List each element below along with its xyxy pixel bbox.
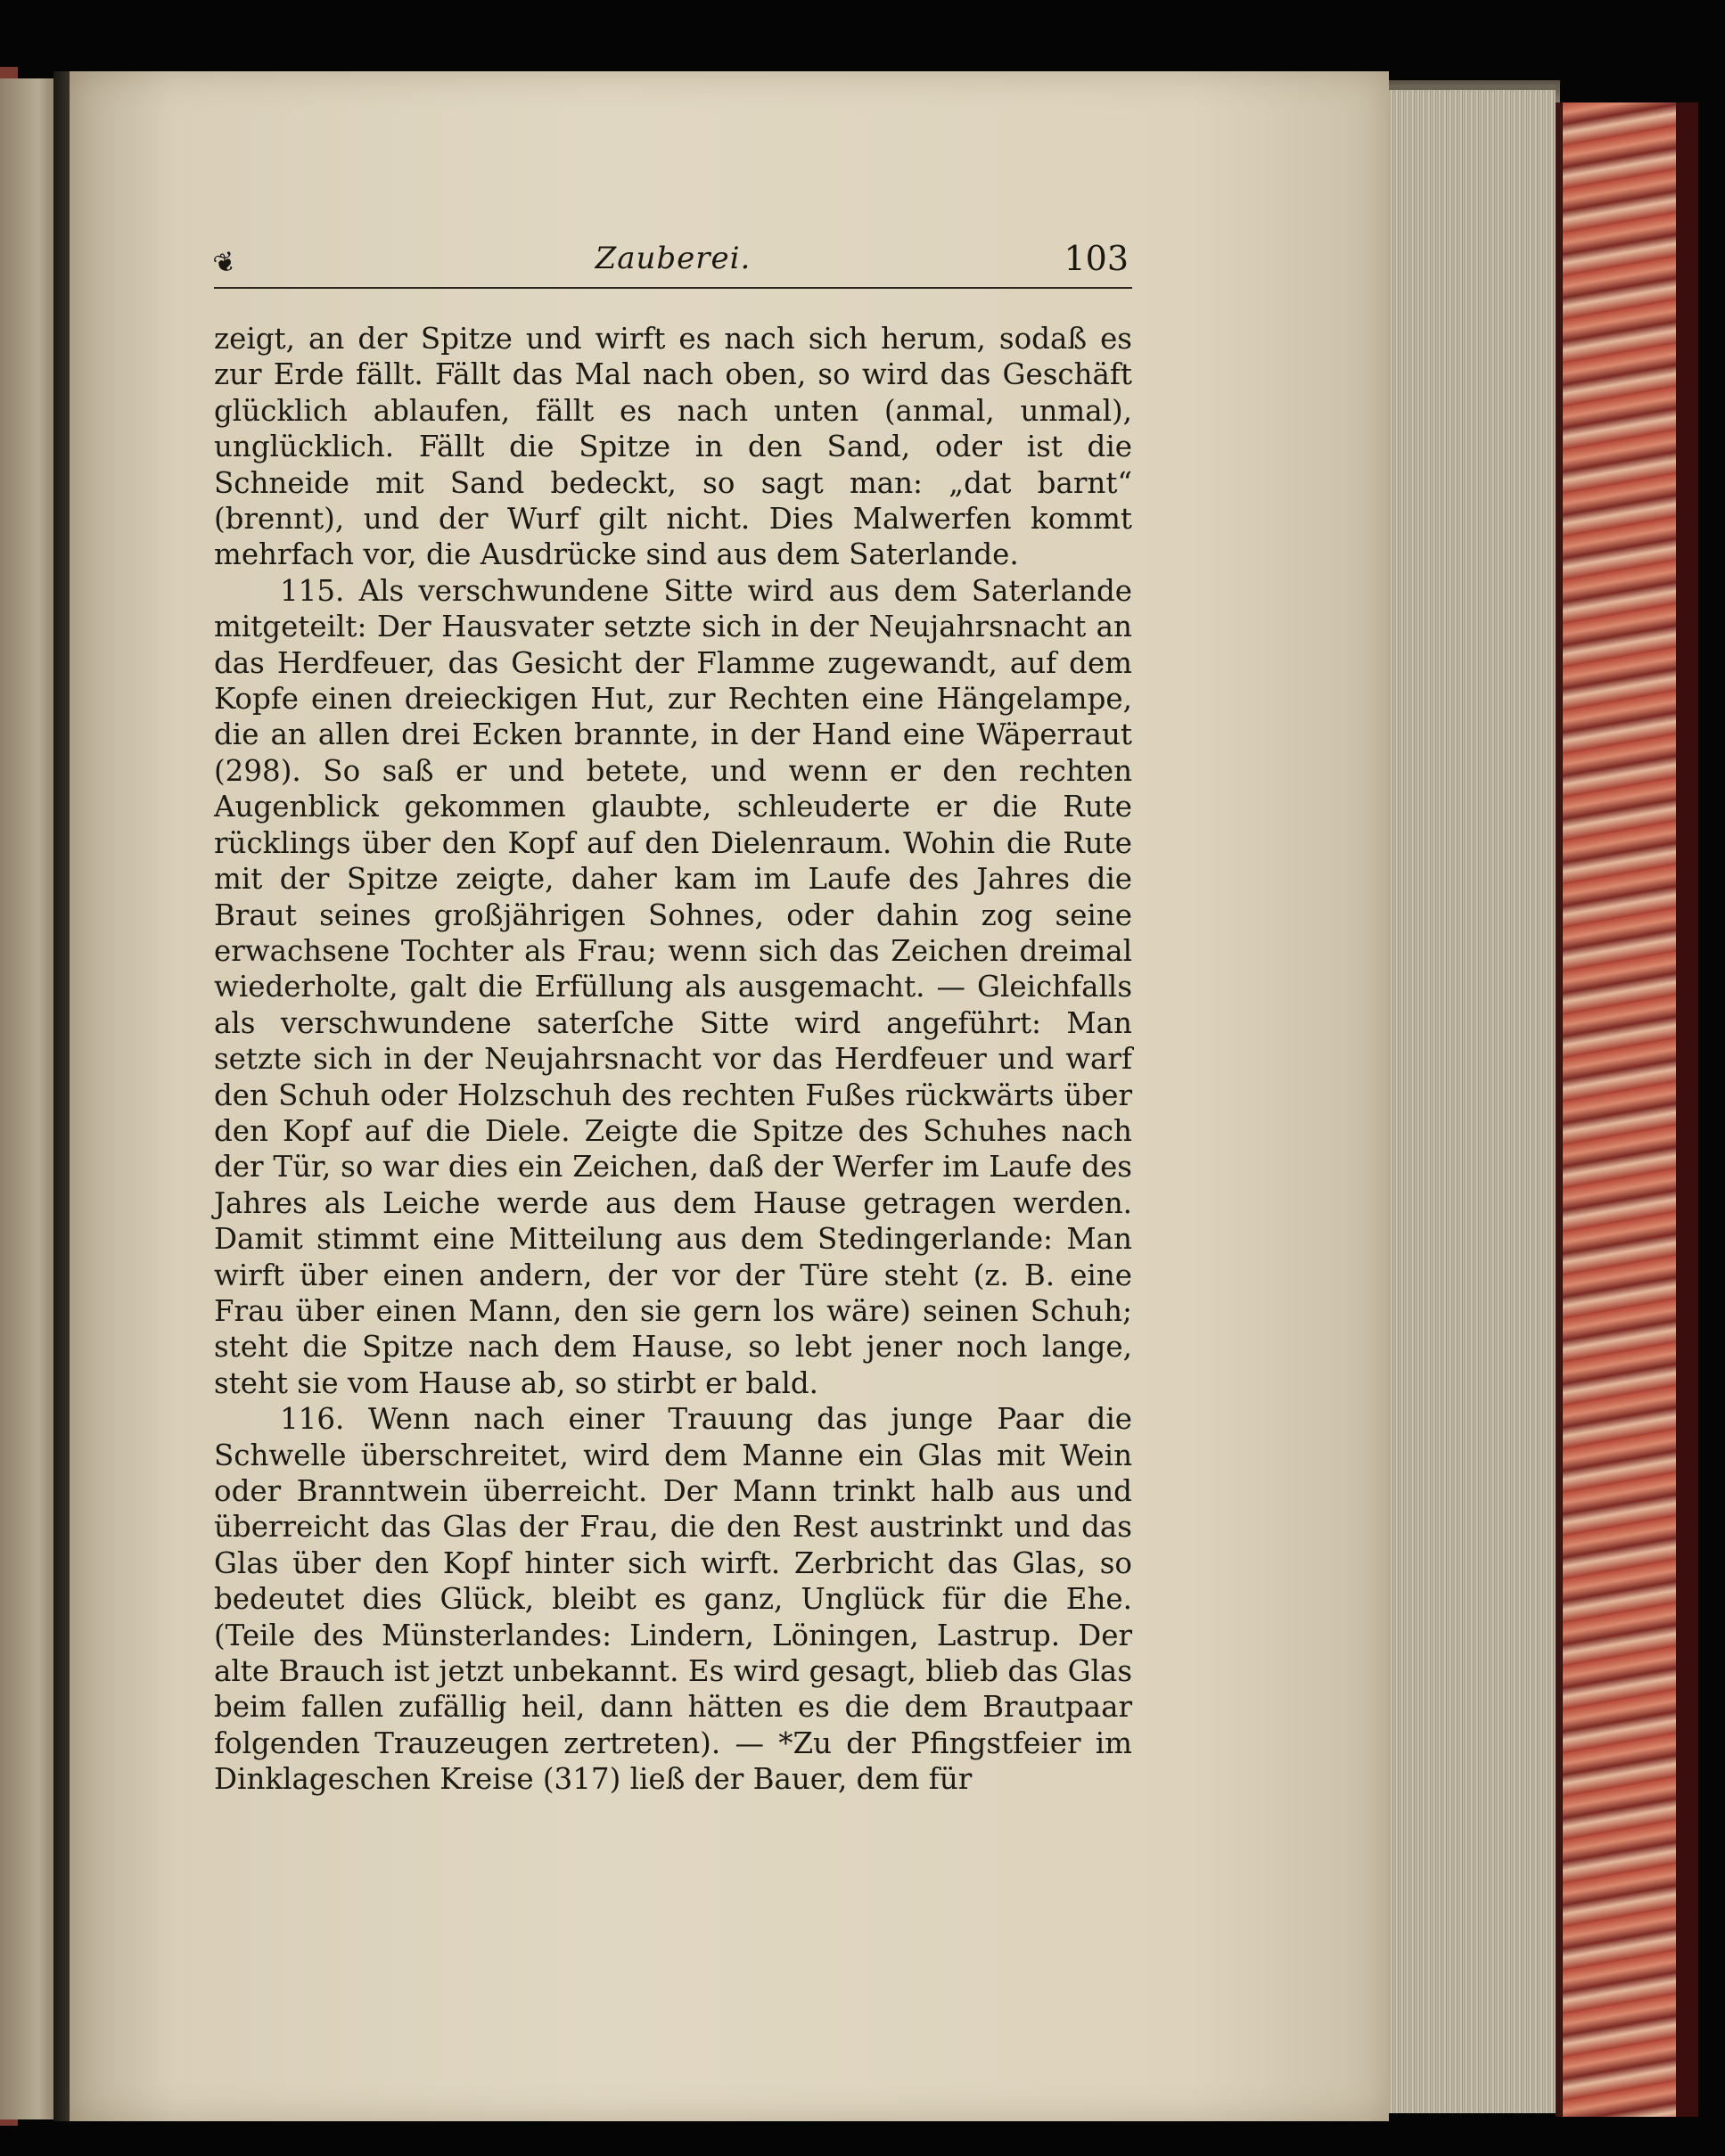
page-number: 103 [1064, 239, 1129, 278]
page-block-edges [1377, 85, 1556, 2113]
paragraph-115: 115. Als verschwundene Sitte wird aus dem Saterlande mitgeteilt: Der Hausvater setzte sich in der Neujahrsnacht an das Herdfeuer, das Gesicht der Flamme zugewandt, auf dem Kopfe einen dreieckigen Hut, zur Rechten eine Hängelampe, die an allen drei Ecken brannte, in der Hand eine Wäperraut (298). So saß er und betete, und wenn er den rechten Augenblick gekommen glaubte, schleuderte er die Rute rücklings über den Kopf auf den Dielenraum. Wohin die Rute mit der Spitze zeigte, daher kam im Laufe des Jahres die Braut seines großjährigen Sohnes, oder dahin zog seine erwachsene Tochter als Frau; wenn sich das Zeichen dreimal wiederholte, galt die Erfüllung als ausgemacht. — Gleichfalls als verschwundene saterſche Sitte wird angeführt: Man setzte sich in der Neujahrsnacht vor das Herdfeuer und warf den Schuh oder Holzschuh des rechten Fußes rückwärts über den Kopf auf die Diele. Zeigte die Spitze des Schuhes nach der Tür, so war dies ein Zeichen, daß der Werfer im Laufe des Jahres als Leiche werde aus dem Hause getragen werden. Damit stimmt eine Mitteilung aus dem Stedingerlande: Man wirft über einen andern, der vor der Türe steht (z. B. eine Frau über einen Mann, den sie gern los wäre) seinen Schuh; steht die Spitze nach dem Hause, so lebt jener noch lange, steht sie vom Hause ab, so stirbt er bald. [214, 573, 1132, 1400]
paragraph-116: 116. Wenn nach einer Trauung das junge Paar die Schwelle überschreitet, wird dem Manne ein Glas mit Wein oder Branntwein überreicht. Der Mann trinkt halb aus und überreicht das Glas der Frau, die den Rest austrinkt und das Glas über den Kopf hinter sich wirft. Zerbricht das Glas, so bedeutet dies Glück, bleibt es ganz, Unglück für die Ehe. (Teile des Münsterlandes: Lindern, Löningen, Lastrup. Der alte Brauch ist jetzt unbekannt. Es wird gesagt, blieb das Glas beim fallen zufällig heil, dann hätten es die dem Brautpaar folgenden Trauzeugen zertreten). — *Zu der Pfingstfeier im Dinklageschen Kreise (317) ließ der Bauer, dem für [214, 1402, 1132, 1797]
header-rule [214, 287, 1132, 289]
marbled-cover [1556, 102, 1688, 2117]
cover-edge [1676, 102, 1698, 2117]
running-header [209, 239, 1132, 283]
ornament-icon: ❦ [209, 244, 241, 283]
page-body [214, 321, 1132, 1798]
paragraph-continuation: zeigt, an der Spitze und wirft es nach sich herum, sodaß es zur Erde fällt. Fällt das Mal nach oben, so wird das Geschäft glücklich ablaufen, fällt es nach unten (anmal, unmal), unglücklich. Fällt die Spitze in den Sand, oder ist die Schneide mit Sand bedeckt, so sagt man: „dat barnt“ (brennt), und der Wurf gilt nicht. Dies Malwerfen kommt mehrfach vor, die Ausdrücke sind aus dem Saterlande. [214, 322, 1132, 572]
chapter-title: Zauberei. [595, 241, 752, 276]
